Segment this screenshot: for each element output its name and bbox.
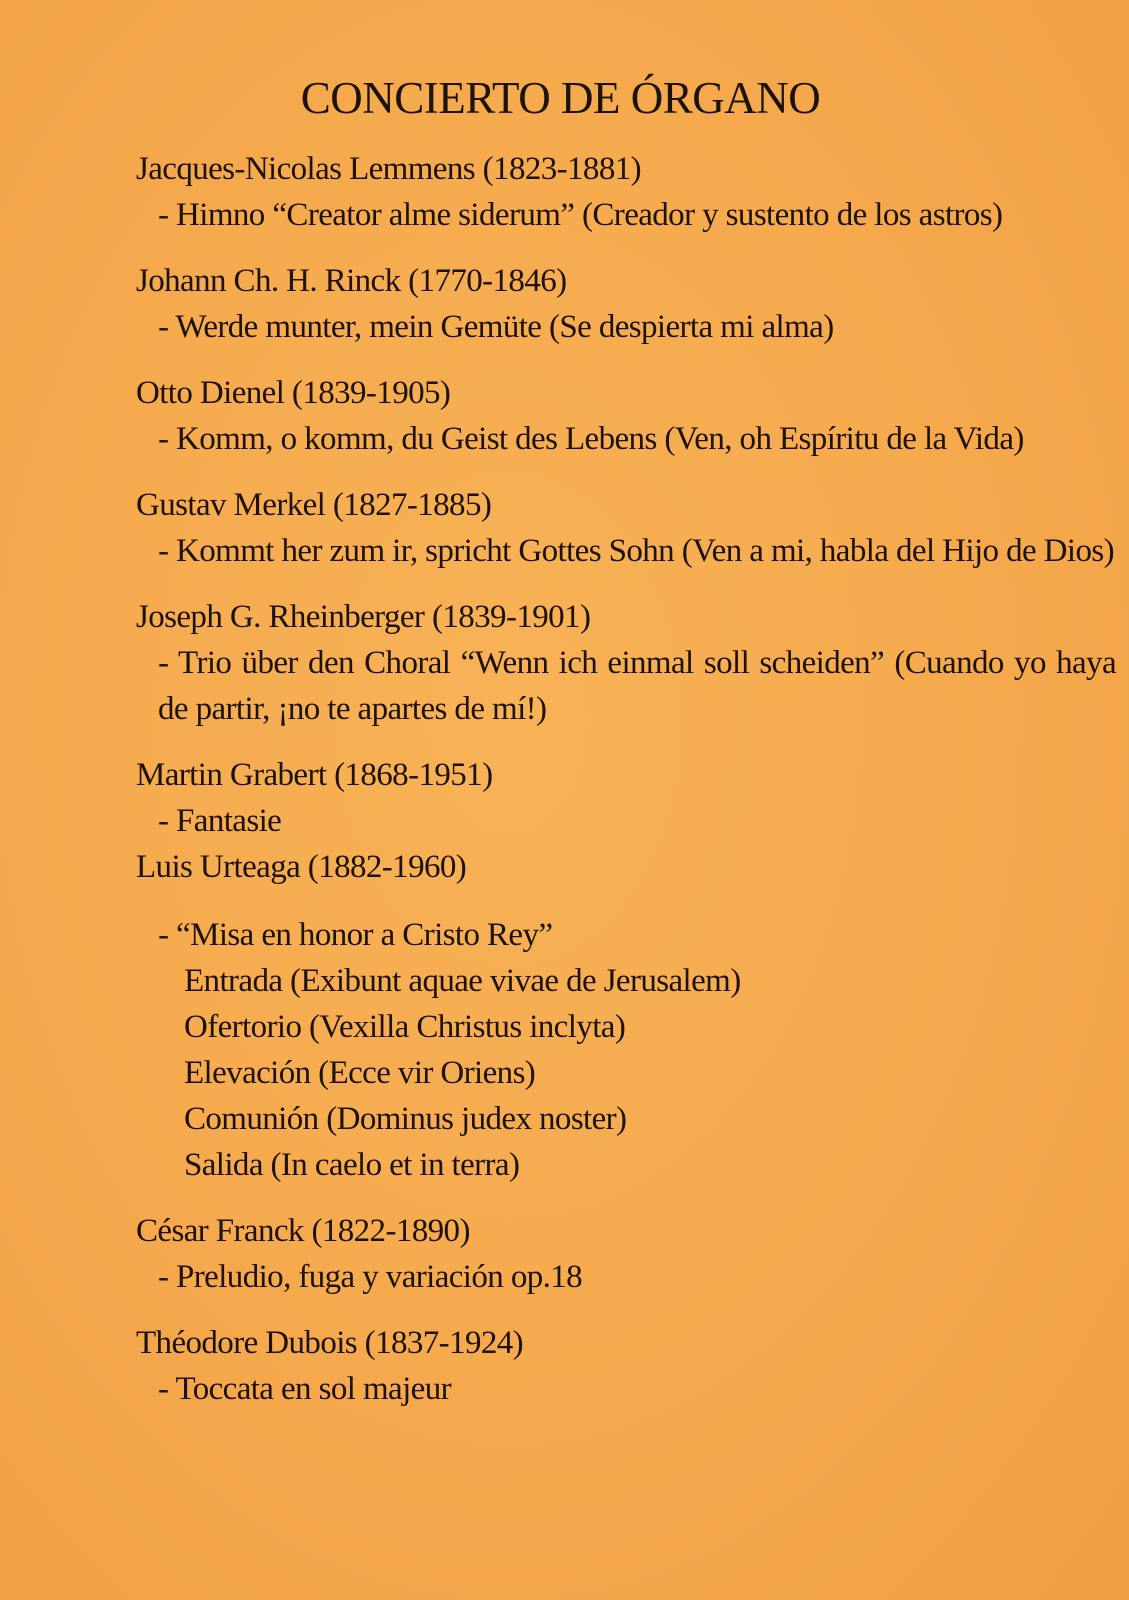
piece-title: - “Misa en honor a Cristo Rey”: [158, 917, 553, 953]
composer-name: Luis Urteaga (1882-1960): [136, 849, 467, 885]
program-list: [136, 146, 1116, 1412]
mass-movement: Entrada (Exibunt aquae vivae de Jerusalem): [184, 963, 741, 999]
composer-name: César Franck (1822-1890): [136, 1213, 470, 1249]
program-entry: [136, 752, 1116, 844]
piece-title: - Fantasie: [158, 803, 282, 839]
composer-name: Johann Ch. H. Rinck (1770-1846): [136, 263, 567, 299]
mass-movement: Salida (In caelo et in terra): [184, 1147, 520, 1183]
page-title: [0, 72, 1129, 124]
program-entry: [136, 844, 1116, 1188]
composer-name: Joseph G. Rheinberger (1839-1901): [136, 599, 591, 635]
composer-name: Martin Grabert (1868-1951): [136, 757, 493, 793]
piece-title: - Toccata en sol majeur: [158, 1371, 451, 1407]
program-entry: [136, 370, 1116, 462]
program-entry: [136, 1320, 1116, 1412]
composer-name: Jacques-Nicolas Lemmens (1823-1881): [136, 151, 642, 187]
program-entry: [136, 146, 1116, 238]
composer-name: Théodore Dubois (1837-1924): [136, 1325, 524, 1361]
mass-movement: Ofertorio (Vexilla Christus inclyta): [184, 1009, 626, 1045]
program-entry: [136, 594, 1116, 732]
mass-movement: Comunión (Dominus judex noster): [184, 1101, 627, 1137]
piece-title: - Preludio, fuga y variación op.18: [158, 1259, 583, 1295]
program-entry: [136, 482, 1116, 574]
piece-title: - Trio über den Choral “Wenn ich einmal soll scheiden” (Cuando yo haya de partir, ¡no te apartes de mí!): [158, 645, 1116, 727]
piece-title: - Werde munter, mein Gemüte (Se despierta mi alma): [158, 309, 834, 345]
page-title-text: CONCIERTO DE ÓRGANO: [300, 73, 821, 123]
piece-title: - Kommt her zum ir, spricht Gottes Sohn (Ven a mi, habla del Hijo de Dios): [158, 533, 1115, 569]
mass-movement: Elevación (Ecce vir Oriens): [184, 1055, 536, 1091]
piece-title: - Himno “Creator alme siderum” (Creador y sustento de los astros): [158, 197, 1003, 233]
program-entry: [136, 258, 1116, 350]
program-entry: [136, 1208, 1116, 1300]
composer-name: Otto Dienel (1839-1905): [136, 375, 451, 411]
piece-title: - Komm, o komm, du Geist des Lebens (Ven, oh Espíritu de la Vida): [158, 421, 1024, 457]
composer-name: Gustav Merkel (1827-1885): [136, 487, 492, 523]
